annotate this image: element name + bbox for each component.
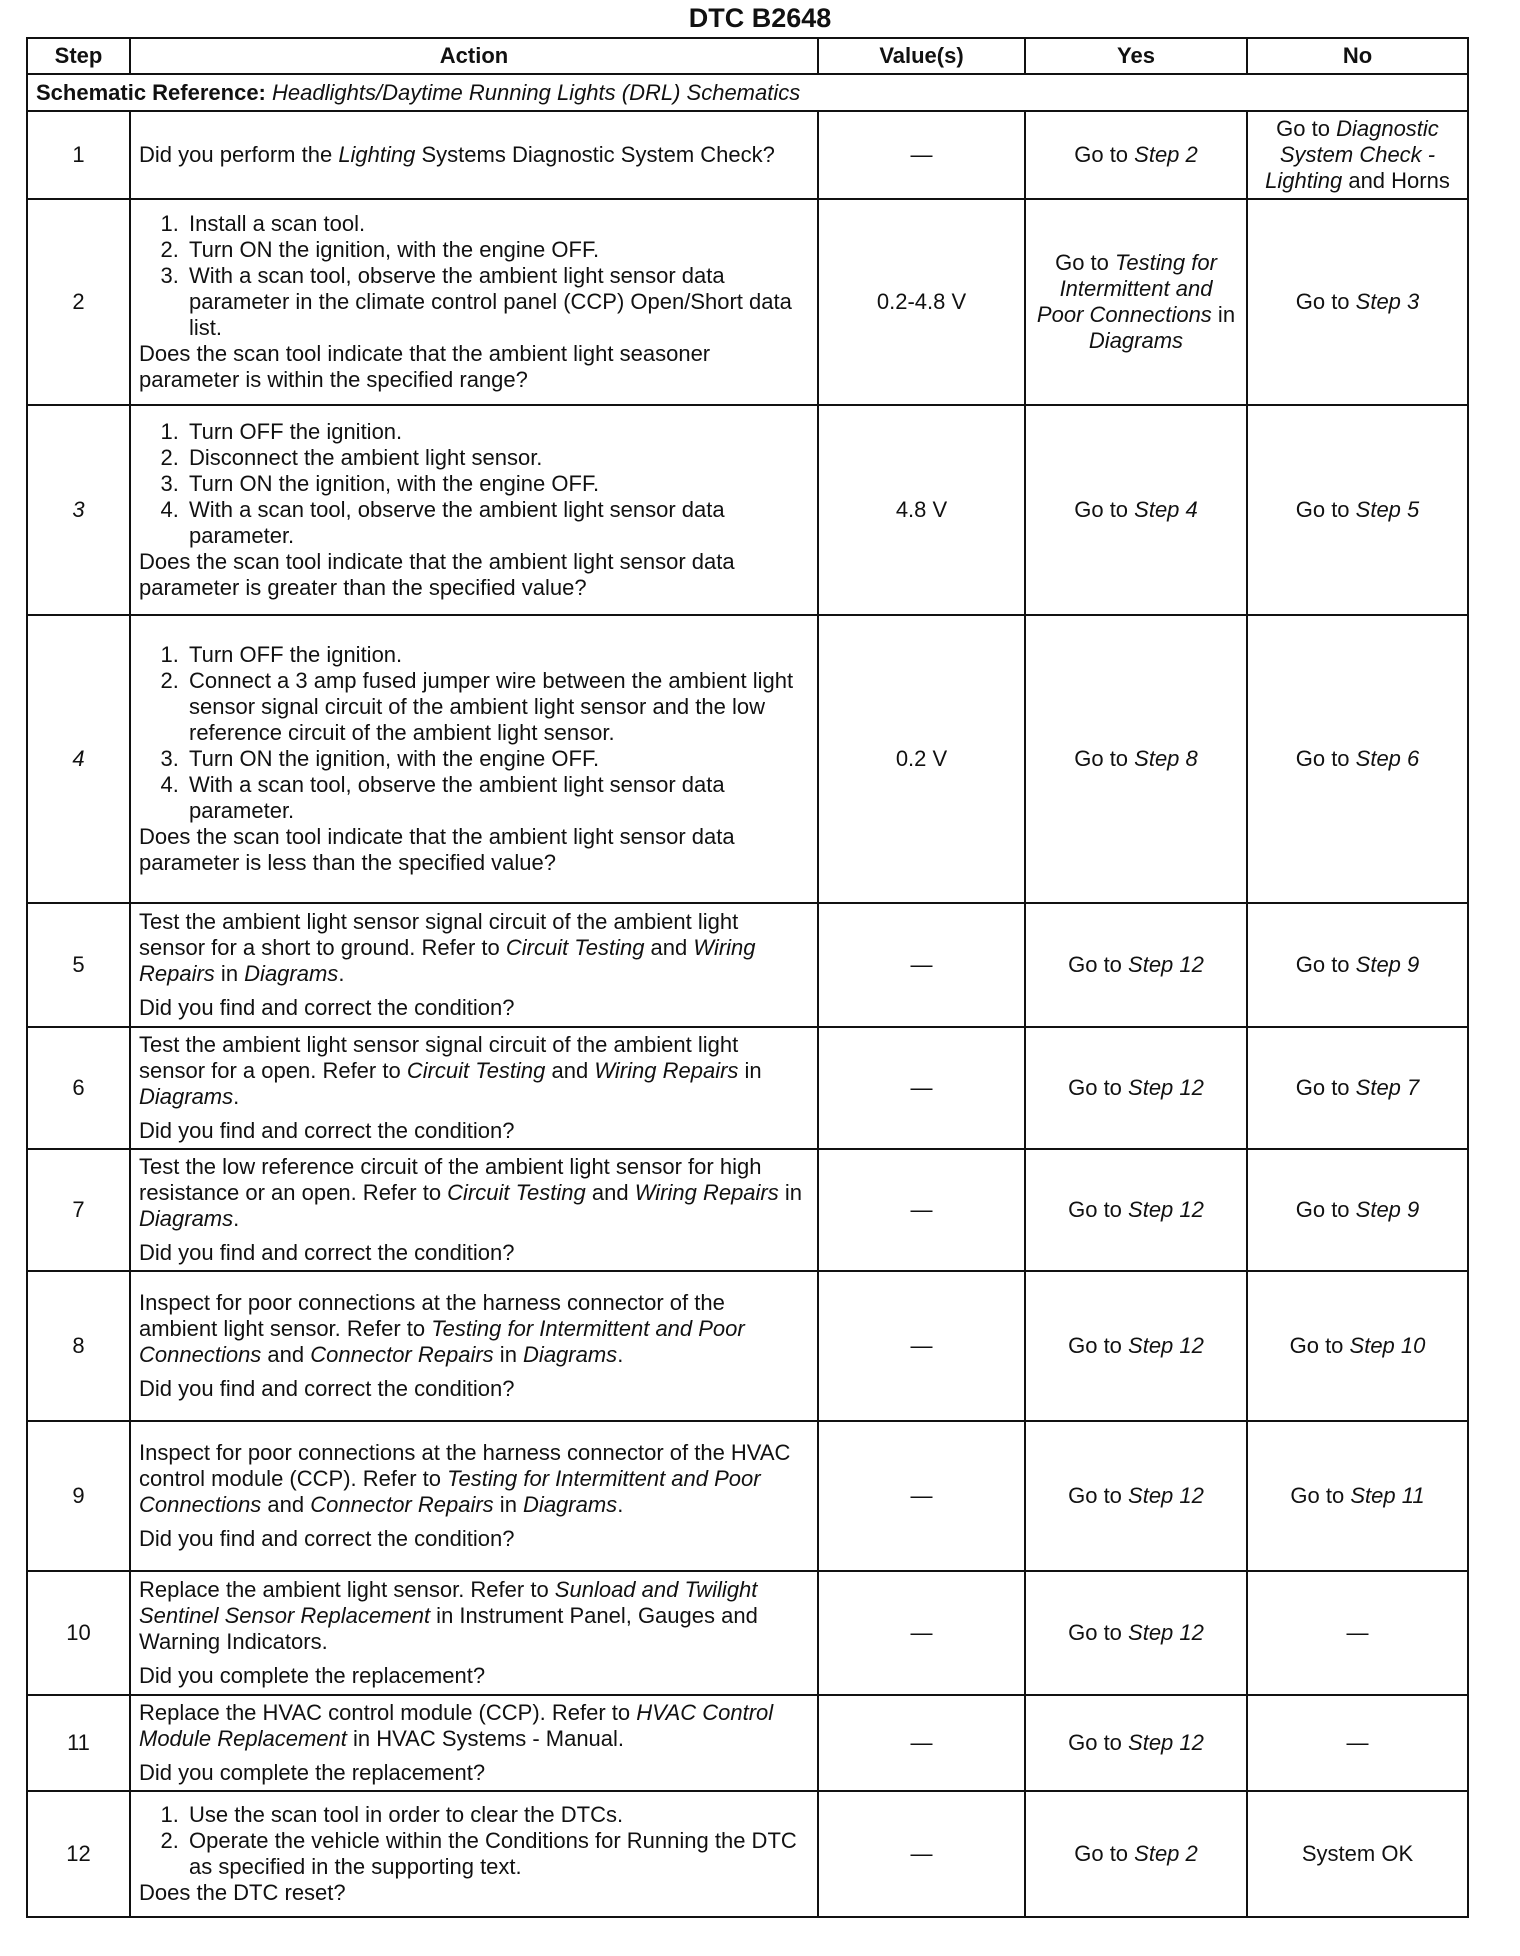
no-cell[interactable]: Go to Step 10 xyxy=(1247,1271,1468,1421)
table-row xyxy=(27,903,1468,1027)
schematic-link[interactable]: Headlights/Daytime Running Lights (DRL) Schematics xyxy=(272,79,801,105)
no-cell[interactable]: Go to Step 7 xyxy=(1247,1027,1468,1149)
value-cell: — xyxy=(818,1027,1025,1149)
table-row xyxy=(27,1421,1468,1571)
no-cell[interactable]: System OK xyxy=(1247,1791,1468,1917)
yes-cell[interactable]: Go to Step 12 xyxy=(1025,1149,1247,1271)
action-text: Inspect for poor connections at the harness connector of the ambient light sensor. Refer to Testing for Intermittent and Poor Connections and Connector Repairs in Diagrams. xyxy=(139,1290,745,1367)
table-row xyxy=(27,1271,1468,1421)
value-cell: — xyxy=(818,1149,1025,1271)
table-row xyxy=(27,111,1468,199)
diagnostic-table xyxy=(26,37,1469,1918)
step-number: 10 xyxy=(27,1571,130,1695)
table-row xyxy=(27,1149,1468,1271)
table-row xyxy=(27,1571,1468,1695)
value-cell: 4.8 V xyxy=(818,405,1025,615)
action-text: Replace the HVAC control module (CCP). Refer to HVAC Control Module Replacement in HVAC Systems - Manual. xyxy=(139,1700,774,1751)
action-text: Replace the ambient light sensor. Refer to Sunload and Twilight Sentinel Sensor Replacement in Instrument Panel, Gauges and Warning Indicators. xyxy=(139,1577,758,1654)
no-cell: — xyxy=(1247,1695,1468,1791)
action-step: 2. Operate the vehicle within the Conditions for Running the DTC as specified in the supporting text. xyxy=(185,1828,809,1880)
header-yes: Yes xyxy=(1025,38,1247,74)
action-question: Did you find and correct the condition? xyxy=(139,1376,515,1401)
action-steps-list xyxy=(139,211,809,341)
step-number: 3 xyxy=(27,405,130,615)
value-cell: — xyxy=(818,1571,1025,1695)
action-question: Did you complete the replacement? xyxy=(139,1760,486,1785)
action-text: Inspect for poor connections at the harness connector of the HVAC control module (CCP). Refer to Testing for Intermittent and Poor Connections and Connector Repairs in Diagrams. xyxy=(139,1440,791,1517)
action-steps-list xyxy=(139,1802,809,1880)
action-text: Test the ambient light sensor signal circuit of the ambient light sensor for a open. Refer to Circuit Testing and Wiring Repairs in Diagrams. xyxy=(139,1032,762,1109)
value-cell: — xyxy=(818,1791,1025,1917)
yes-cell[interactable]: Go to Step 12 xyxy=(1025,1271,1247,1421)
action-cell xyxy=(130,1027,818,1149)
value-cell: — xyxy=(818,1271,1025,1421)
value-cell: — xyxy=(818,903,1025,1027)
no-cell[interactable]: Go to Step 11 xyxy=(1247,1421,1468,1571)
action-steps-list xyxy=(139,419,809,549)
table-row xyxy=(27,199,1468,405)
action-cell xyxy=(130,1571,818,1695)
table-row xyxy=(27,1027,1468,1149)
step-number: 6 xyxy=(27,1027,130,1149)
yes-cell[interactable]: Go to Step 2 xyxy=(1025,111,1247,199)
yes-cell[interactable]: Go to Step 12 xyxy=(1025,1571,1247,1695)
action-question: Did you find and correct the condition? xyxy=(139,1526,515,1551)
schematic-reference xyxy=(27,74,1468,111)
header-values: Value(s) xyxy=(818,38,1025,74)
action-step: 3. Turn ON the ignition, with the engine OFF. xyxy=(185,746,809,772)
no-cell[interactable]: Go to Diagnostic System Check - Lighting and Horns xyxy=(1247,111,1468,199)
step-number: 12 xyxy=(27,1791,130,1917)
action-step: 4. With a scan tool, observe the ambient light sensor data parameter. xyxy=(185,497,809,549)
yes-cell[interactable]: Go to Step 12 xyxy=(1025,903,1247,1027)
value-cell: 0.2 V xyxy=(818,615,1025,903)
step-number: 11 xyxy=(27,1695,130,1791)
step-number: 2 xyxy=(27,199,130,405)
no-cell[interactable]: Go to Step 3 xyxy=(1247,199,1468,405)
action-question: Did you find and correct the condition? xyxy=(139,1118,515,1143)
action-text: Test the ambient light sensor signal circuit of the ambient light sensor for a short to ground. Refer to Circuit Testing and Wiring Repairs in Diagrams. xyxy=(139,909,756,986)
yes-cell[interactable]: Go to Step 8 xyxy=(1025,615,1247,903)
action-cell xyxy=(130,1149,818,1271)
step-number: 4 xyxy=(27,615,130,903)
action-cell xyxy=(130,199,818,405)
action-question: Did you complete the replacement? xyxy=(139,1663,486,1688)
action-question: Did you find and correct the condition? xyxy=(139,995,515,1020)
table-row xyxy=(27,405,1468,615)
yes-cell[interactable]: Go to Step 12 xyxy=(1025,1027,1247,1149)
no-cell[interactable]: Go to Step 5 xyxy=(1247,405,1468,615)
yes-cell[interactable]: Go to Step 4 xyxy=(1025,405,1247,615)
action-question: Does the scan tool indicate that the ambient light seasoner parameter is within the specified range? xyxy=(139,341,711,392)
step-number: 7 xyxy=(27,1149,130,1271)
yes-cell[interactable]: Go to Step 12 xyxy=(1025,1695,1247,1791)
page-title: DTC B2648 xyxy=(688,3,832,33)
action-step: 1. Use the scan tool in order to clear the DTCs. xyxy=(185,1802,809,1828)
no-cell[interactable]: Go to Step 9 xyxy=(1247,903,1468,1027)
action-step: 1. Turn OFF the ignition. xyxy=(185,642,809,668)
action-step: 2. Connect a 3 amp fused jumper wire between the ambient light sensor signal circuit of the ambient light sensor and the low reference circuit of the ambient light sensor. xyxy=(185,668,809,746)
table-row xyxy=(27,1791,1468,1917)
step-number: 9 xyxy=(27,1421,130,1571)
yes-cell[interactable]: Go to Step 12 xyxy=(1025,1421,1247,1571)
action-cell xyxy=(130,1271,818,1421)
action-cell xyxy=(130,405,818,615)
value-cell: — xyxy=(818,111,1025,199)
action-text: Did you perform the Lighting Systems Diagnostic System Check? xyxy=(139,142,775,167)
schematic-label: Schematic Reference: xyxy=(36,79,266,105)
step-number: 1 xyxy=(27,111,130,199)
action-step: 1. Turn OFF the ignition. xyxy=(185,419,809,445)
header-action: Action xyxy=(130,38,818,74)
no-cell: — xyxy=(1247,1571,1468,1695)
action-step: 3. Turn ON the ignition, with the engine OFF. xyxy=(185,471,809,497)
action-step: 3. With a scan tool, observe the ambient light sensor data parameter in the climate control panel (CCP) Open/Short data list. xyxy=(185,263,809,341)
yes-cell[interactable]: Go to Testing for Intermittent and Poor Connections in Diagrams xyxy=(1025,199,1247,405)
action-question: Does the DTC reset? xyxy=(139,1880,346,1905)
yes-cell[interactable]: Go to Step 2 xyxy=(1025,1791,1247,1917)
action-step: 2. Disconnect the ambient light sensor. xyxy=(185,445,809,471)
action-cell xyxy=(130,1421,818,1571)
action-question: Does the scan tool indicate that the ambient light sensor data parameter is greater than the specified value? xyxy=(139,549,735,600)
action-step: 2. Turn ON the ignition, with the engine OFF. xyxy=(185,237,809,263)
action-text: Test the low reference circuit of the ambient light sensor for high resistance or an open. Refer to Circuit Testing and Wiring Repairs in Diagrams. xyxy=(139,1154,803,1231)
action-cell xyxy=(130,111,818,199)
action-step: 1. Install a scan tool. xyxy=(185,211,809,237)
header-row xyxy=(27,38,1468,74)
action-question: Did you find and correct the condition? xyxy=(139,1240,515,1265)
value-cell: — xyxy=(818,1421,1025,1571)
table-row xyxy=(27,1695,1468,1791)
table-row xyxy=(27,615,1468,903)
value-cell: 0.2-4.8 V xyxy=(818,199,1025,405)
action-step: 4. With a scan tool, observe the ambient light sensor data parameter. xyxy=(185,772,809,824)
header-no: No xyxy=(1247,38,1468,74)
action-cell xyxy=(130,903,818,1027)
action-steps-list xyxy=(139,642,809,824)
header-step: Step xyxy=(27,38,130,74)
no-cell[interactable]: Go to Step 6 xyxy=(1247,615,1468,903)
action-cell xyxy=(130,1695,818,1791)
step-number: 8 xyxy=(27,1271,130,1421)
action-cell xyxy=(130,615,818,903)
step-number: 5 xyxy=(27,903,130,1027)
value-cell: — xyxy=(818,1695,1025,1791)
no-cell[interactable]: Go to Step 9 xyxy=(1247,1149,1468,1271)
action-cell xyxy=(130,1791,818,1917)
schematic-reference-row xyxy=(27,74,1468,111)
action-question: Does the scan tool indicate that the ambient light sensor data parameter is less than the specified value? xyxy=(139,824,735,875)
